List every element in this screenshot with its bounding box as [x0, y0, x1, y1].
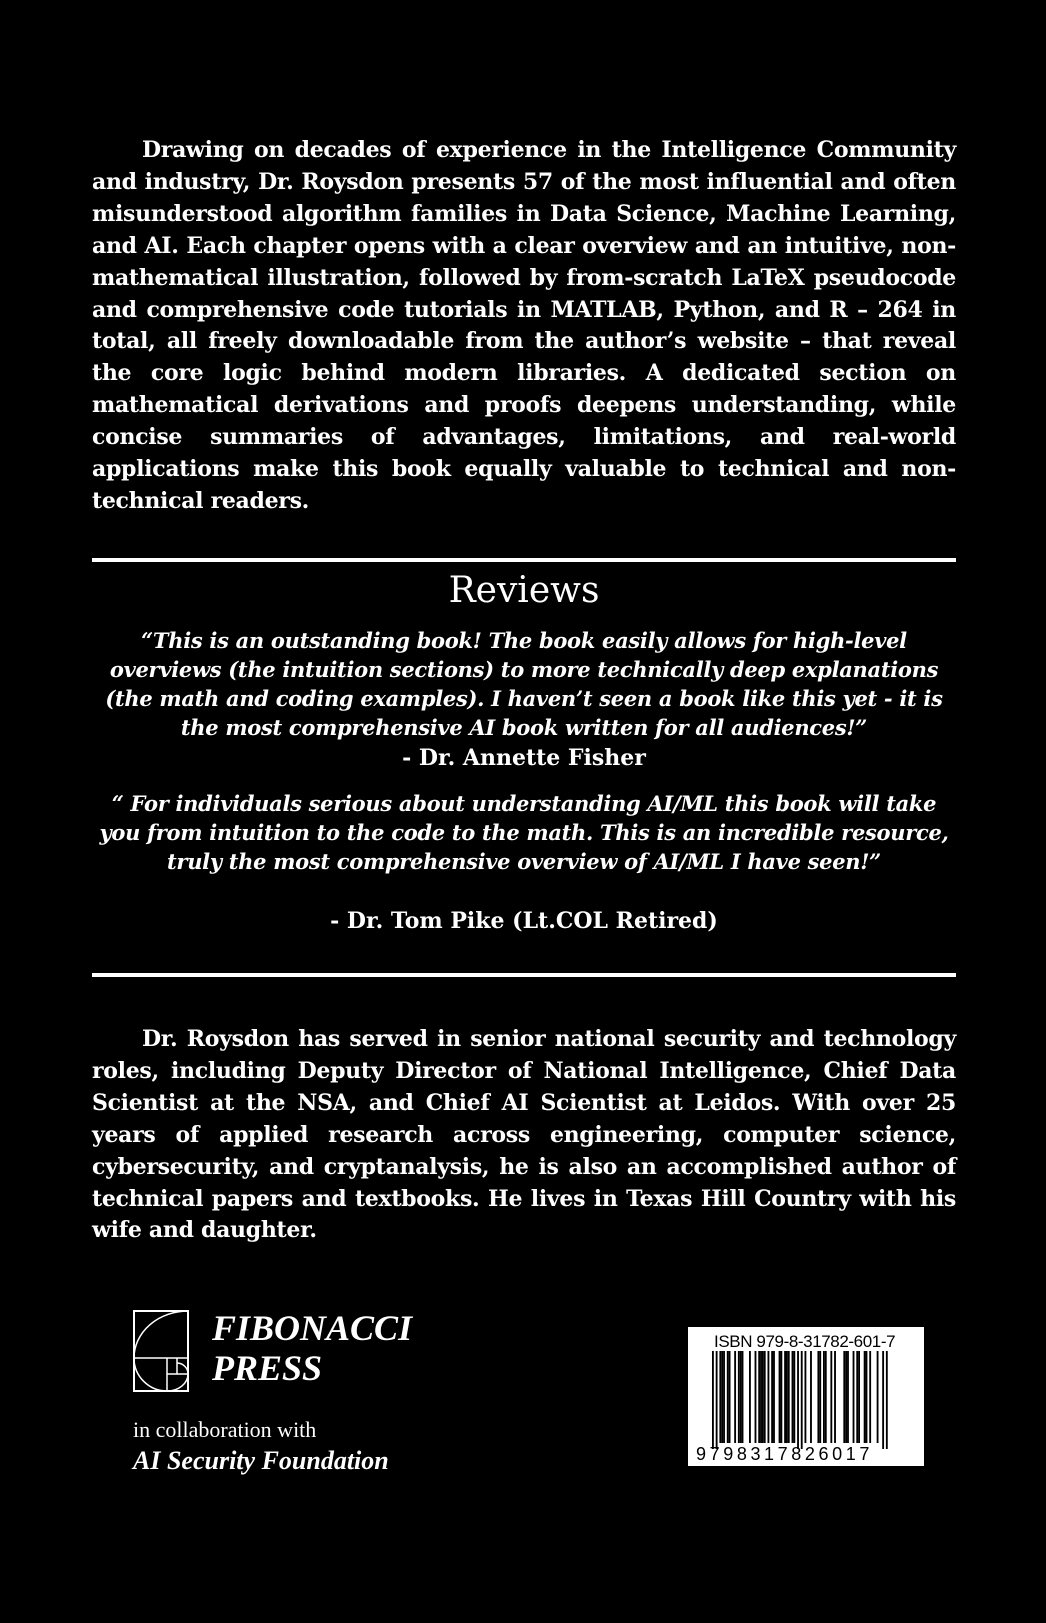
- barcode-bar: [755, 1351, 757, 1443]
- barcode-bar: [819, 1351, 821, 1443]
- barcode-bar: [742, 1351, 744, 1443]
- barcode-bar: [886, 1351, 888, 1449]
- barcode-bar: [786, 1351, 788, 1443]
- barcode-bar: [834, 1351, 836, 1443]
- divider-top: [92, 558, 956, 562]
- barcode-bar: [869, 1351, 871, 1443]
- barcode-bar: [864, 1351, 866, 1443]
- barcode-bar: [845, 1351, 847, 1443]
- barcode-bar: [866, 1351, 868, 1443]
- barcode-digits: 9798317826017: [696, 1444, 873, 1464]
- barcode-bar: [856, 1351, 858, 1443]
- barcode-bar: [810, 1351, 812, 1443]
- collaboration-text: in collaboration with: [133, 1417, 317, 1442]
- barcode-bar: [721, 1351, 723, 1443]
- review-quote: “This is an outstanding book! The book easily allows for high-level overviews (the intuition sections) to more technically deep explanations (the math and coding examples). I haven’t seen a book like this yet - it is the most comprehensive AI book written for all audiences!”: [105, 628, 943, 740]
- barcode-bar: [823, 1351, 825, 1443]
- barcode-bar: [780, 1351, 782, 1443]
- barcode-bar: [843, 1351, 845, 1443]
- barcode-bar: [830, 1351, 832, 1443]
- barcode-bar: [853, 1351, 855, 1443]
- barcode-bar: [734, 1351, 736, 1443]
- barcode-bar: [773, 1351, 775, 1443]
- barcode-bar: [716, 1351, 718, 1449]
- barcode-bar: [771, 1351, 773, 1443]
- barcode-bar: [762, 1351, 764, 1443]
- barcode-bar: [797, 1351, 799, 1449]
- isbn-label: ISBN 979-8-31782-601-7: [714, 1332, 896, 1351]
- barcode-bar: [805, 1351, 807, 1443]
- barcode-bar: [723, 1351, 725, 1443]
- review-attribution: - Dr. Tom Pike (Lt.COL Retired): [330, 908, 718, 934]
- barcode-bar: [858, 1351, 860, 1443]
- barcode-bar: [779, 1351, 781, 1443]
- reviews-heading: Reviews: [448, 570, 600, 611]
- barcode-bar: [877, 1351, 879, 1443]
- barcode-bar: [712, 1351, 714, 1449]
- fibonacci-spiral-logo: [133, 1310, 189, 1392]
- barcode-bar: [729, 1351, 731, 1443]
- publisher-name-line1: FIBONACCI: [212, 1308, 413, 1348]
- barcode-bar: [793, 1351, 795, 1443]
- barcode-bar: [760, 1351, 762, 1443]
- barcode-bar: [749, 1351, 751, 1443]
- barcode-bar: [801, 1351, 803, 1449]
- barcode-bar: [784, 1351, 786, 1443]
- review-quote: “ For individuals serious about understanding AI/ML this book will take you from intuition to the code to the math. This is an incredible resource, truly the most comprehensive overview of AI/ML I have seen!”: [99, 791, 949, 874]
- barcode-bar: [764, 1351, 766, 1443]
- book-description: Drawing on decades of experience in the Intelligence Community and industry, Dr. Roysdon presents 57 of the most influential and often misunderstood algorithm families in Data Science, Machine Learning, and AI. Each chapter opens with a clear overview and an intuitive, non-mathematical illustration, followed by from-scratch LaTeX pseudocode and comprehensive code tutorials in MATLAB, Python, and R – 264 in total, all freely downloadable from the author’s website – that reveal the core logic behind modern libraries. A dedicated section on mathematical derivations and proofs deepens understanding, while concise summaries of advantages, limitations, and real-world applications make this book equally valuable to technical and non-technical readers.: [92, 137, 956, 514]
- barcode-bar: [788, 1351, 790, 1443]
- barcode-bar: [768, 1351, 770, 1443]
- barcode-bar: [847, 1351, 849, 1443]
- review-attribution: - Dr. Annette Fisher: [402, 745, 646, 771]
- divider-bottom: [92, 973, 956, 977]
- barcode-bar: [727, 1351, 729, 1443]
- barcode-bar: [758, 1351, 760, 1443]
- barcode-bar: [738, 1351, 740, 1443]
- barcode-bar: [817, 1351, 819, 1443]
- author-bio: Dr. Roysdon has served in senior national security and technology roles, including Deputy Director of National Intelligence, Chief Data Scientist at the NSA, and Chief AI Scientist at Leidos. With over 25 years of applied research across engineering, computer science, cybersecurity, and cryptanalysis, he is also an accomplished author of technical papers and textbooks. He lives in Texas Hill Country with his wife and daughter.: [92, 1026, 956, 1244]
- foundation-name: AI Security Foundation: [133, 1446, 389, 1475]
- isbn-barcode: [688, 1327, 924, 1466]
- publisher-name: [212, 1308, 412, 1388]
- barcode-bar: [792, 1351, 794, 1443]
- barcode-bar: [740, 1351, 742, 1443]
- barcode-bar: [882, 1351, 884, 1449]
- barcode-bar: [825, 1351, 827, 1443]
- publisher-name-line2: PRESS: [212, 1348, 323, 1388]
- barcode-bar: [719, 1351, 721, 1443]
